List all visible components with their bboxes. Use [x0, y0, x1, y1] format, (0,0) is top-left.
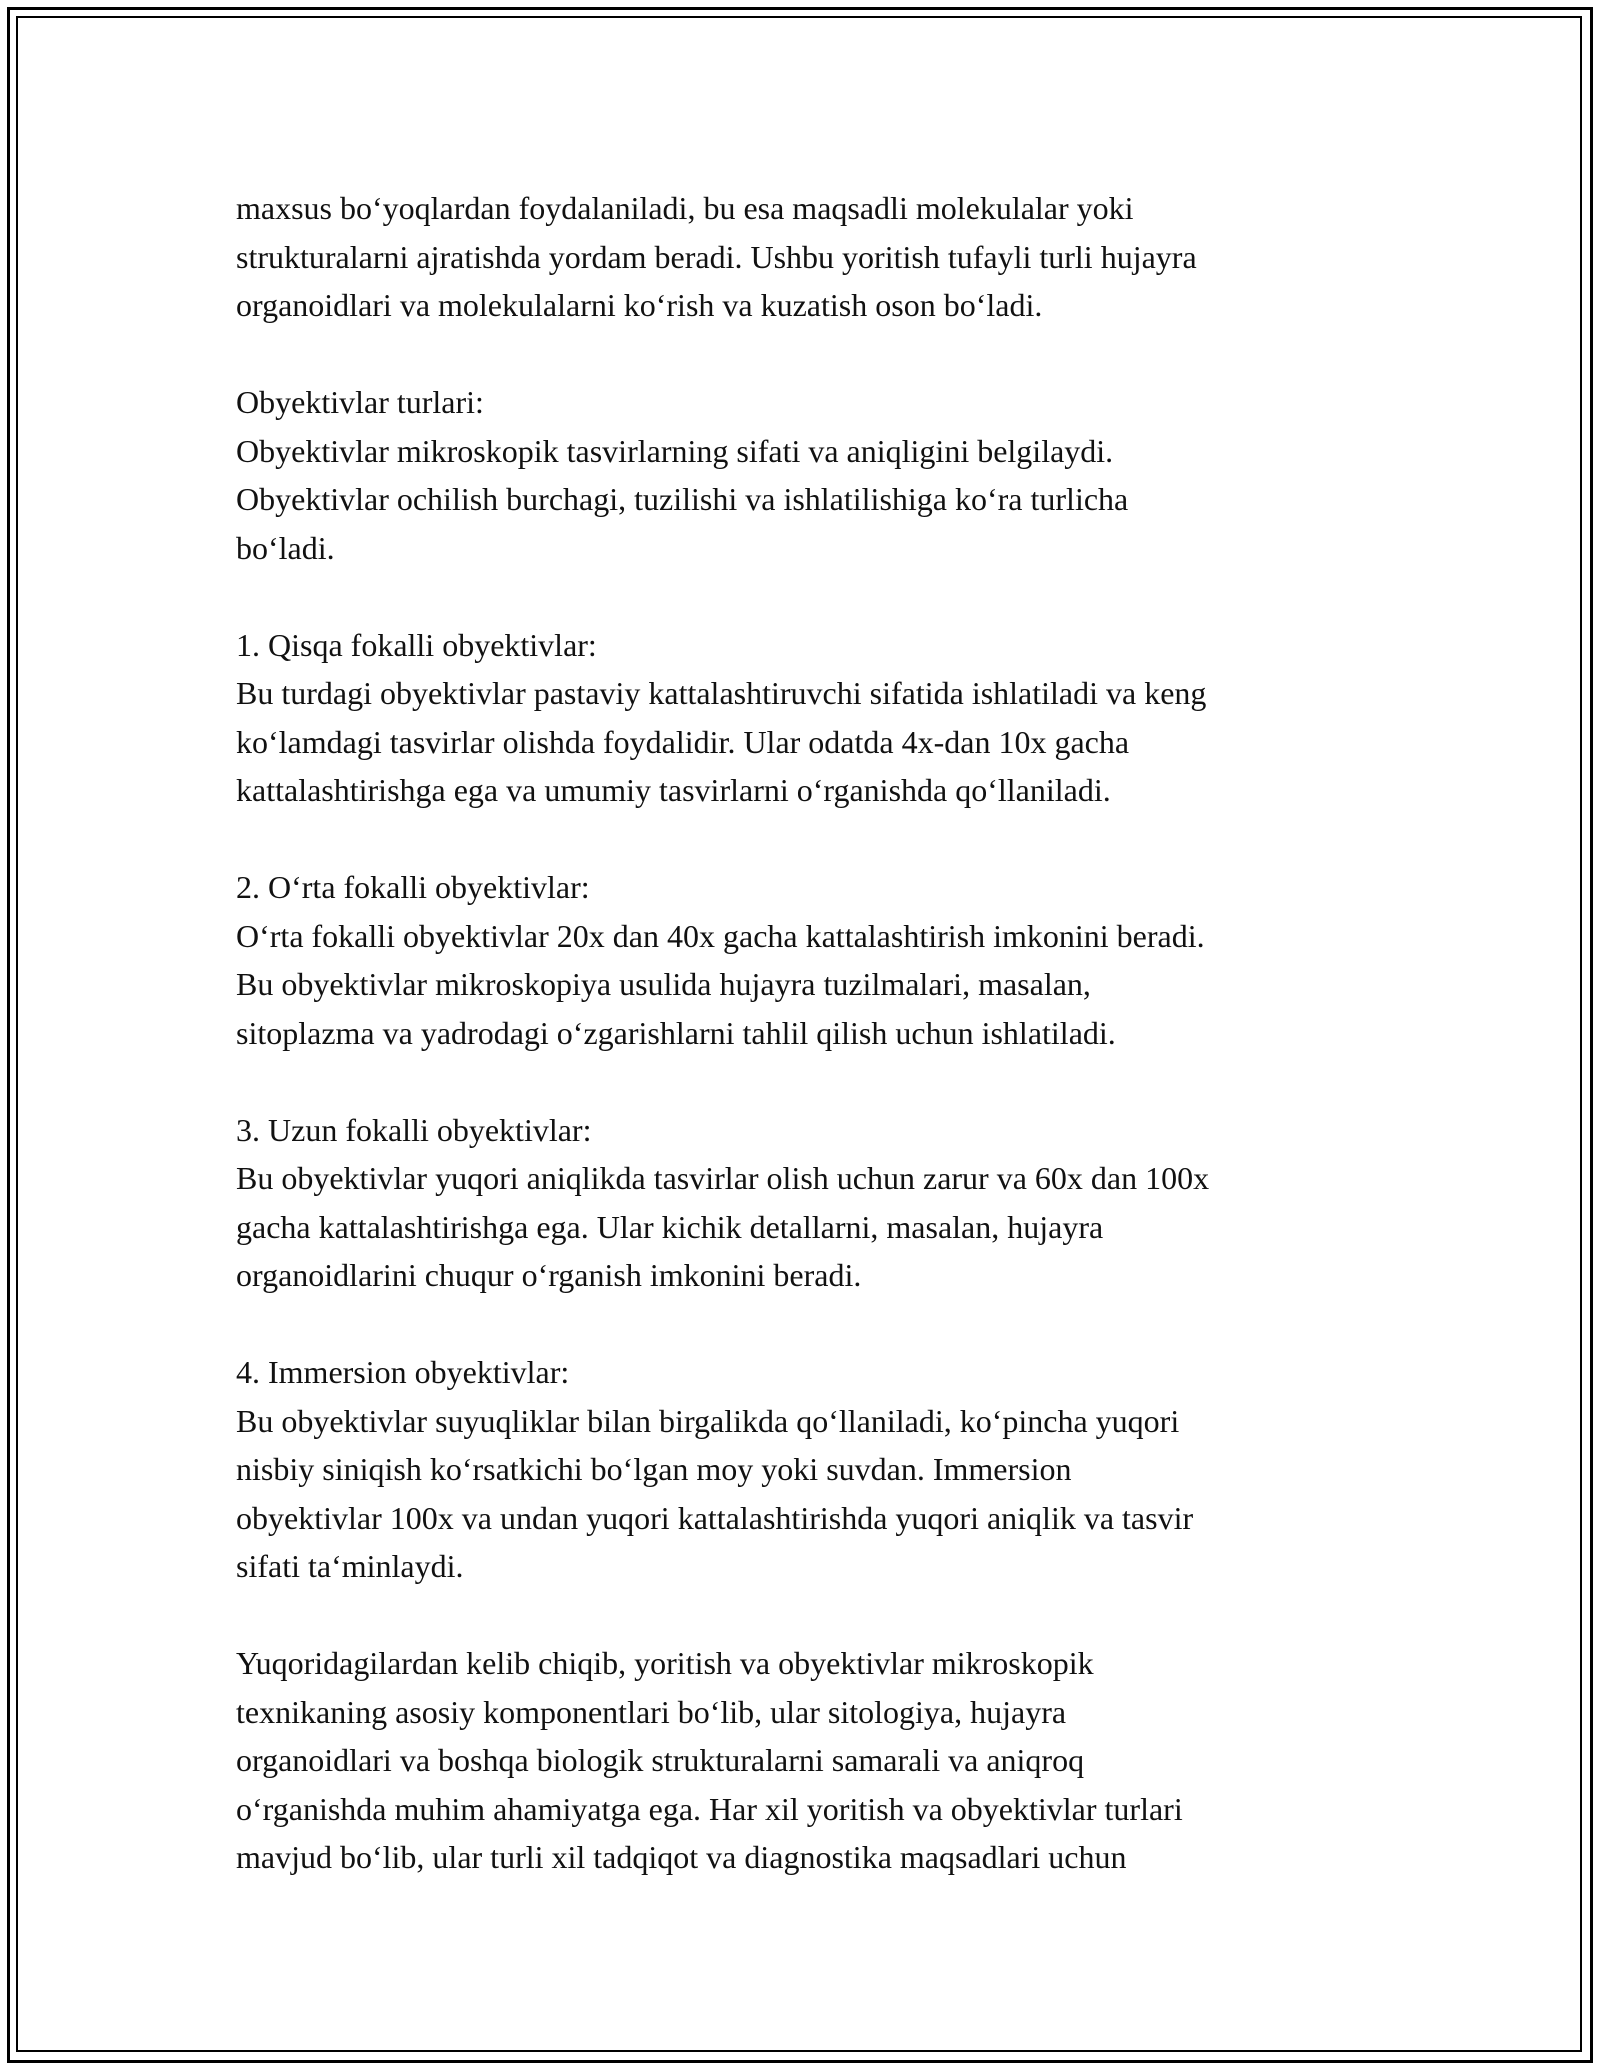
paragraph-gap — [236, 1057, 1366, 1106]
paragraph-gap — [236, 330, 1366, 379]
paragraph-immersion: 4. Immersion obyektivlar: Bu obyektivlar suyuqliklar bilan birgalikda qo‘llaniladi, ko‘pincha yuqori nisbiy siniqish ko‘rsatkichi bo‘lgan moy yoki suvdan. Immersion obyektivlar 100x va undan yuqori kattalashtirishda yuqori aniqlik va tasvir sifati ta‘minlaydi. — [236, 1354, 1194, 1584]
paragraph-gap — [236, 1591, 1366, 1640]
paragraph-continuation: maxsus bo‘yoqlardan foydalaniladi, bu esa maqsadli molekulalar yoki strukturalarni ajratishda yordam beradi. Ushbu yoritish tufayli turli hujayra organoidlari va molekulalarni ko‘rish va kuzatish oson bo‘ladi. — [236, 190, 1197, 323]
paragraph-objective-types: Obyektivlar turlari: Obyektivlar mikroskopik tasvirlarning sifati va aniqligini belgilaydi. Obyektivlar ochilish burchagi, tuzilishi va ishlatilishiga ko‘ra turlicha bo‘ladi. — [236, 384, 1129, 566]
paragraph-gap — [236, 572, 1366, 621]
paragraph-long-focal: 3. Uzun fokalli obyektivlar: Bu obyektivlar yuqori aniqlikda tasvirlar olish uchun zarur va 60x dan 100x gacha kattalashtirishga ega. Ular kichik detallarni, masalan, hujayra organoidlarini chuqur o‘rganish imkonini beradi. — [236, 1111, 1210, 1293]
document-body — [236, 184, 1366, 1882]
paragraph-medium-focal: 2. O‘rta fokalli obyektivlar: O‘rta fokalli obyektivlar 20x dan 40x gacha kattalashtirish imkonini beradi. Bu obyektivlar mikroskopiya usulida hujayra tuzilmalari, masalan, sitoplazma va yadrodagi o‘zgarishlarni tahlil qilish uchun ishlatiladi. — [236, 869, 1205, 1051]
paragraph-gap — [236, 815, 1366, 864]
paragraph-conclusion: Yuqoridagilardan kelib chiqib, yoritish va obyektivlar mikroskopik texnikaning asosiy komponentlari bo‘lib, ular sitologiya, hujayra organoidlari va boshqa biologik strukturalarni samarali va aniqroq o‘rganishda muhim ahamiyatga ega. Har xil yoritish va obyektivlar turlari mavjud bo‘lib, ular turli xil tadqiqot va diagnostika maqsadlari uchun — [236, 1645, 1183, 1875]
paragraph-gap — [236, 1300, 1366, 1349]
paragraph-short-focal: 1. Qisqa fokalli obyektivlar: Bu turdagi obyektivlar pastaviy kattalashtiruvchi sifatida ishlatiladi va keng ko‘lamdagi tasvirlar olishda foydalidir. Ular odatda 4x-dan 10x gacha kattalashtirishga ega va umumiy tasvirlarni o‘rganishda qo‘llaniladi. — [236, 626, 1207, 808]
